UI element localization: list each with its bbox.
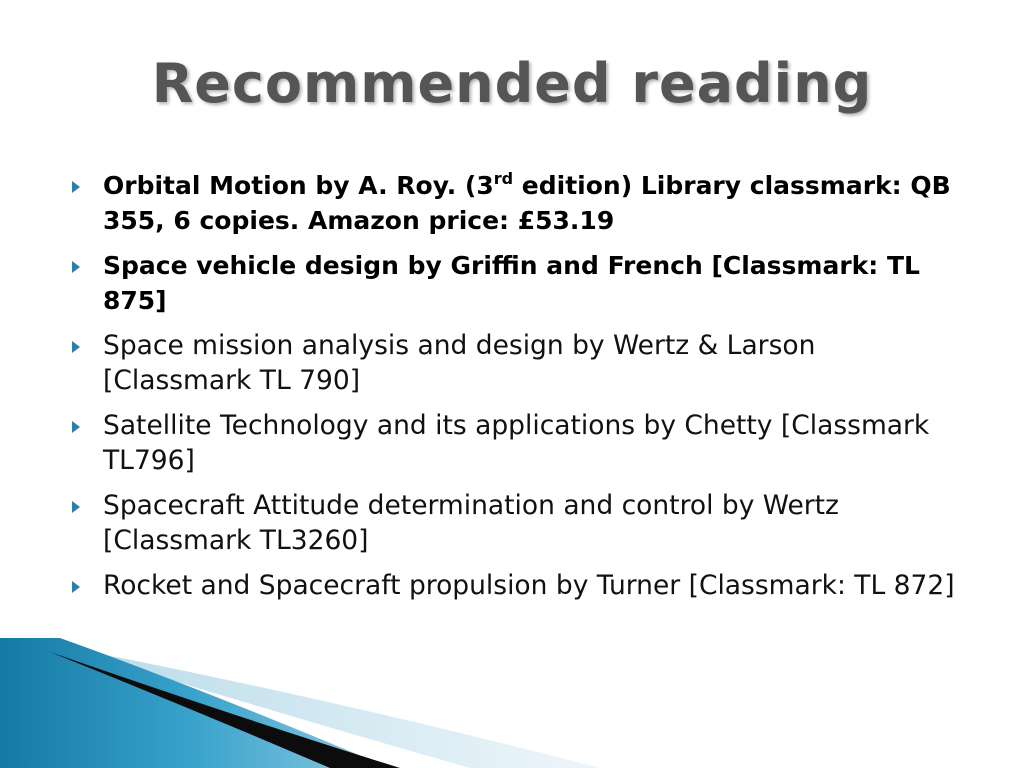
triangle-bullet-icon — [72, 421, 80, 433]
triangle-bullet-icon — [72, 581, 80, 593]
list-item-satellite-technology — [72, 408, 972, 478]
list-item-text-start: Orbital Motion by A. Roy. (3 — [103, 171, 494, 200]
list-item-text: Rocket and Spacecraft propulsion by Turner [Classmark: TL 872] — [103, 570, 955, 601]
decorative-corner-swoosh — [0, 638, 1024, 768]
triangle-bullet-icon — [72, 341, 80, 353]
list-item-space-mission-analysis — [72, 328, 972, 398]
list-item-space-vehicle-design — [72, 248, 972, 318]
list-item-text: Space vehicle design by Griffin and French [Classmark: TL 875] — [103, 251, 920, 315]
list-item-spacecraft-attitude — [72, 488, 972, 558]
triangle-bullet-icon — [72, 261, 80, 273]
triangle-bullet-icon — [72, 501, 80, 513]
list-item-text: Spacecraft Attitude determination and control by Wertz [Classmark TL3260] — [103, 490, 839, 556]
list-item-text: Satellite Technology and its applications by Chetty [Classmark TL796] — [103, 410, 930, 476]
list-item-text-end: edition) Library classmark: QB 355, 6 copies. Amazon price: £53.19 — [103, 171, 951, 235]
list-item-text: Space mission analysis and design by Wertz & Larson [Classmark TL 790] — [103, 330, 816, 396]
list-item-orbital-motion — [72, 168, 972, 238]
list-item-rocket-propulsion — [72, 568, 972, 603]
list-item-superscript: rd — [493, 169, 514, 188]
triangle-bullet-icon — [72, 181, 80, 193]
reading-list — [72, 168, 972, 613]
slide-title: Recommended reading — [151, 52, 873, 115]
